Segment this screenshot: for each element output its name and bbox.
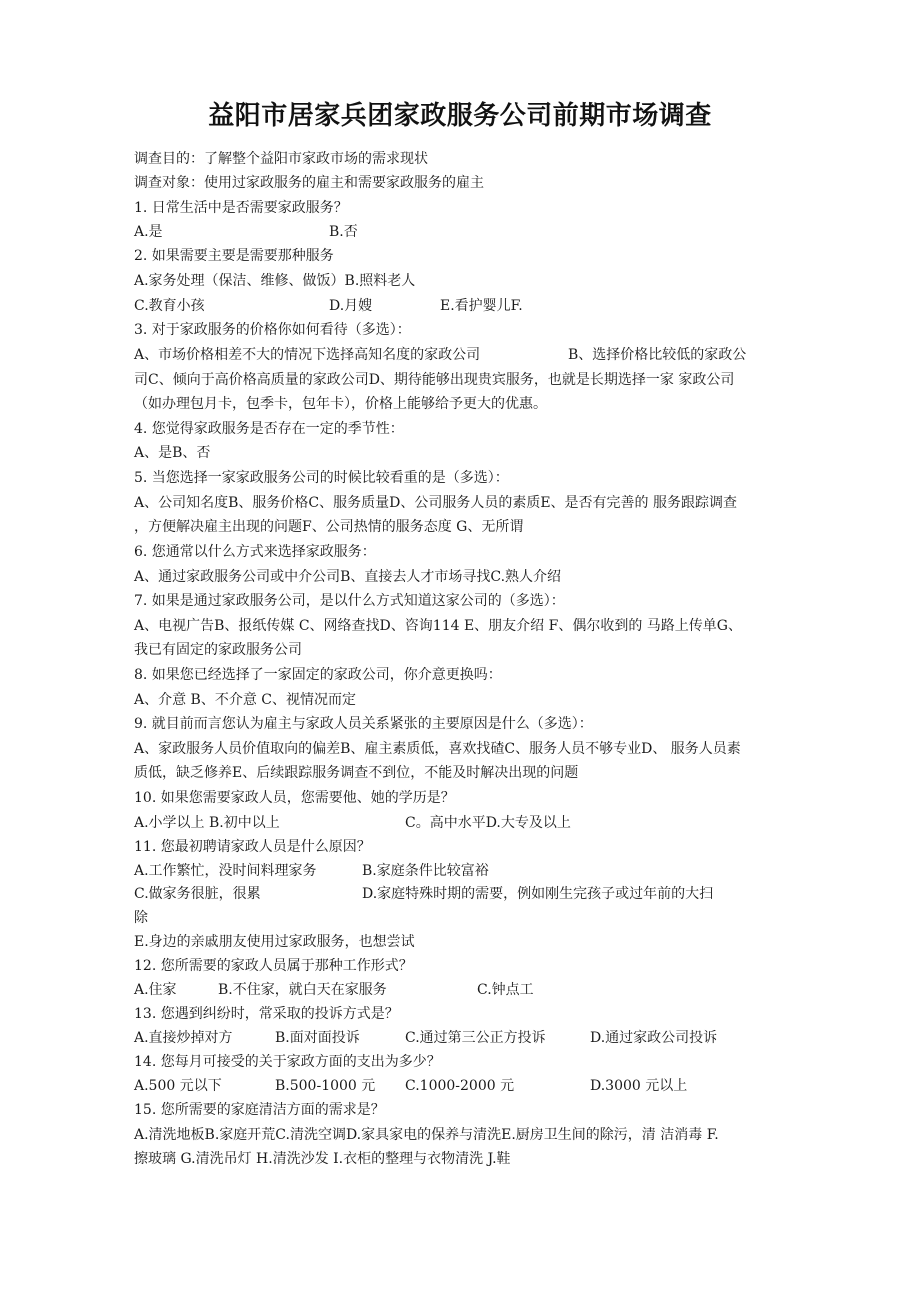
q13-option-b: B.面对面投诉 [275, 1030, 360, 1046]
q5-options-line2: ，方便解决雇主出现的问题F、公司热情的服务态度 G、无所谓 [134, 519, 524, 535]
question-11: 11. 您最初聘请家政人员是什么原因？ [134, 839, 371, 855]
q13-option-d: D.通过家政公司投诉 [590, 1030, 718, 1046]
q11-option-e: E.身边的亲戚朋友使用过家政服务，也想尝试 [134, 934, 415, 950]
survey-target: 调查对象：使用过家政服务的雇主和需要家政服务的雇主 [134, 175, 484, 191]
q2-options-line1: A.家务处理（保洁、维修、做饭）B.照料老人 [134, 273, 416, 289]
question-6: 6. 您通常以什么方式来选择家政服务： [134, 544, 376, 560]
survey-purpose: 调查目的：了解整个益阳市家政市场的需求现状 [134, 151, 428, 167]
q3-options-line3: （如办理包月卡，包季卡，包年卡），价格上能够给予更大的优惠。 [134, 396, 547, 412]
question-12: 12. 您所需要的家政人员属于那种工作形式？ [134, 958, 413, 974]
q14-option-b: B.500-1000 元 [275, 1078, 376, 1094]
q13-option-c: C.通过第三公正方投诉 [405, 1030, 546, 1046]
q1-option-b: B.否 [329, 224, 358, 240]
question-1: 1. 日常生活中是否需要家政服务？ [134, 200, 348, 216]
q8-options: A、介意 B、不介意 C、视情况而定 [134, 692, 357, 708]
q3-options-line2: 司C、倾向于高价格高质量的家政公司D、期待能够出现贵宾服务，也就是长期选择一家 家政公司 [134, 372, 735, 388]
q7-options-line1: A、电视广告B、报纸传媒 C、网络查找D、咨询114 E、朋友介绍 F、偶尔收到的 马路上传单G、 [134, 618, 742, 634]
q2-option-e: E.看护婴儿F. [440, 298, 523, 314]
q5-options-line1: A、公司知名度B、服务价格C、服务质量D、公司服务人员的素质E、是否有完善的 服务跟踪调查 [134, 495, 738, 511]
q9-options-line2: 质低，缺乏修养E、后续跟踪服务调查不到位，不能及时解决出现的问题 [134, 765, 579, 781]
q15-options-line1: A.清洗地板B.家庭开荒C.清洗空调D.家具家电的保养与清洗E.厨房卫生间的除污，清 洁消毒 F. [134, 1127, 719, 1143]
q12-option-a: A.住家 [134, 982, 177, 998]
q1-option-a: A.是 [134, 224, 163, 240]
q2-option-d: D.月嫂 [329, 298, 373, 314]
q3-options-line1a: A、市场价格相差不大的情况下选择高知名度的家政公司 [134, 347, 481, 363]
q13-option-a: A.直接炒掉对方 [134, 1030, 233, 1046]
q15-options-line2: 擦玻璃 G.清洗吊灯 H.清洗沙发 I.衣柜的整理与衣物清洗 J.鞋 [134, 1151, 511, 1167]
question-9: 9. 就目前而言您认为雇主与家政人员关系紧张的主要原因是什么（多选）： [134, 716, 593, 732]
q12-option-c: C.钟点工 [477, 982, 534, 998]
q11-option-d-continued: 除 [134, 910, 148, 926]
q9-options-line1: A、家政服务人员价值取向的偏差B、雇主素质低，喜欢找碴C、服务人员不够专业D、 服务人员素 [134, 741, 741, 757]
q10-options-cd: C。高中水平D.大专及以上 [405, 815, 571, 831]
question-2: 2. 如果需要主要是需要那种服务 [134, 248, 334, 264]
q11-option-d: D.家庭特殊时期的需要，例如刚生完孩子或过年前的大扫 [362, 886, 714, 902]
q3-options-line1b: B、选择价格比较低的家政公 [568, 347, 747, 363]
q4-options: A、是B、否 [134, 445, 211, 461]
question-15: 15. 您所需要的家庭清洁方面的需求是？ [134, 1102, 385, 1118]
q10-options-ab: A.小学以上 B.初中以上 [134, 815, 280, 831]
question-13: 13. 您遇到纠纷时，常采取的投诉方式是？ [134, 1006, 399, 1022]
question-14: 14. 您每月可接受的关于家政方面的支出为多少？ [134, 1054, 441, 1070]
question-4: 4. 您觉得家政服务是否存在一定的季节性： [134, 421, 404, 437]
q14-option-a: A.500 元以下 [134, 1078, 222, 1094]
q11-option-a: A.工作繁忙，没时间料理家务 [134, 863, 317, 879]
q2-option-c: C.教育小孩 [134, 298, 205, 314]
q12-option-b: B.不住家，就白天在家服务 [218, 982, 387, 998]
q14-option-d: D.3000 元以上 [590, 1078, 688, 1094]
question-8: 8. 如果您已经选择了一家固定的家政公司，你介意更换吗： [134, 667, 502, 683]
q6-options: A、通过家政服务公司或中介公司B、直接去人才市场寻找C.熟人介绍 [134, 569, 562, 585]
page-title: 益阳市居家兵团家政服务公司前期市场调查 [208, 101, 712, 131]
q14-option-c: C.1000-2000 元 [405, 1078, 515, 1094]
q11-option-c: C.做家务很脏，很累 [134, 886, 261, 902]
q7-options-line2: 我已有固定的家政服务公司 [134, 642, 302, 658]
question-10: 10. 如果您需要家政人员，您需要他、她的学历是？ [134, 790, 455, 806]
question-7: 7. 如果是通过家政服务公司，是以什么方式知道这家公司的（多选）： [134, 593, 565, 609]
q11-option-b: B.家庭条件比较富裕 [362, 863, 489, 879]
question-5: 5. 当您选择一家家政服务公司的时候比较看重的是（多选）： [134, 470, 509, 486]
question-3: 3. 对于家政服务的价格你如何看待（多选）： [134, 322, 411, 338]
